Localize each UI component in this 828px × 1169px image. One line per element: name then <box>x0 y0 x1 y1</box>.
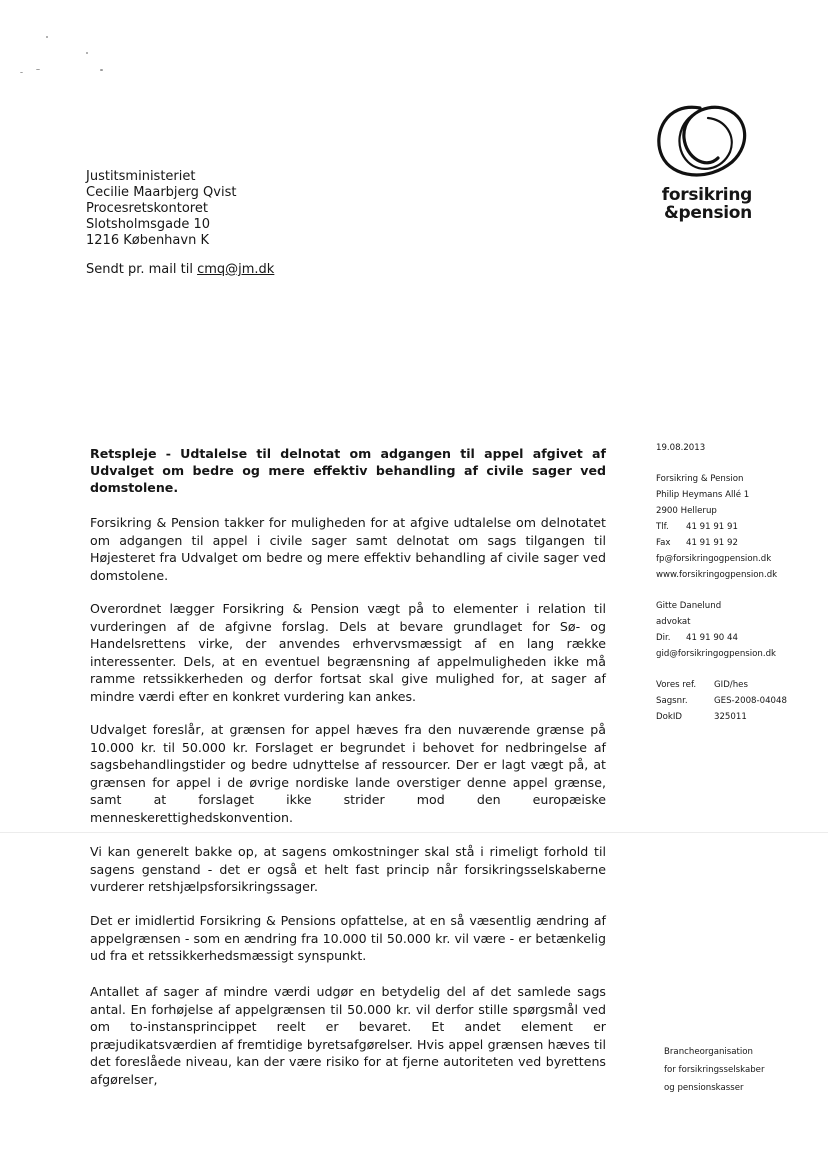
contact-name: Gitte Danelund <box>656 601 722 611</box>
address-line: Slotsholmsgade 10 <box>86 217 211 232</box>
sent-prefix: Sendt pr. mail til <box>86 262 198 277</box>
letter-paragraph: Det er imidlertid Forsikring & Pensions opfattelse, at en så væsentlig ændring af appelgrænsen - som en ændring fra 10.000 til 50.000 kr. vil være - er betænkelig ud fra et retssikkerhedsmæssigt synspunkt. <box>90 913 606 963</box>
org-name: Forsikring & Pension <box>656 474 744 484</box>
recipient-email-link[interactable]: cmq@jm.dk <box>197 262 275 277</box>
address-line: Justitsministeriet <box>86 169 196 184</box>
org-phone <box>656 519 816 535</box>
address-line: 1216 København K <box>86 233 209 248</box>
letter-subject: Retspleje - Udtalelse til delnotat om adgangen til appel afgivet af Udvalget om bedre og mere effektiv behandling af civile sager ved domstolene. <box>90 446 606 495</box>
recipient-address <box>86 169 236 249</box>
direct-phone-value: 41 91 90 44 <box>686 633 738 643</box>
document-id-label: DokID <box>656 712 683 722</box>
letter-paragraph: Udvalget foreslår, at grænsen for appel hæves fra den nuværende grænse på 10.000 kr. til 50.000 kr. Forslaget er begrundet i behovet for nedbringelse af sagsbehandlingstider og bedre udnyttelse af ressourcer. Der er lagt vægt på, at grænsen for appel i de øvrige nordiske lande overstiger denne appel grænse, samt at forslaget ikke strider mod den europæiske menneskerettighedskonvention. <box>90 722 606 825</box>
org-fax <box>656 535 816 551</box>
letter-paragraph: Antallet af sager af mindre værdi udgør en betydelig del af det samlede sags antal. En forhøjelse af appelgrænsen til 50.000 kr. vil derfor stille spørgsmål ved om to-instansprincippet reelt er bevaret. Et andet element er præjudikatsværdien af fremtidige byretsafgørelser. Hvis appel grænsen hæves til det foreslåede niveau, kan der være risiko for at fjerne autoriteten ved byrettens afgørelser, <box>90 984 606 1087</box>
scan-speck <box>36 69 40 70</box>
contact-direct-phone <box>656 630 816 646</box>
org-email[interactable]: fp@forsikringogpension.dk <box>656 554 772 564</box>
case-number-value: GES-2008-04048 <box>714 696 787 706</box>
org-street: Philip Heymans Allé 1 <box>656 490 750 500</box>
letter-date: 19.08.2013 <box>656 443 706 453</box>
sent-by-mail-line <box>86 262 274 277</box>
logo-text-line1: forsikring <box>661 185 752 205</box>
contact-email[interactable]: gid@forsikringogpension.dk <box>656 649 777 659</box>
org-website[interactable]: www.forsikringogpension.dk <box>656 570 778 580</box>
letter-paragraph: Forsikring & Pension takker for muligheden for at afgive udtalelse om delnotatet om adgangen til appel i civile sager samt delnotat om sags tilgangen til Højesteret fra Udvalget om bedre og mere effektiv behandling af civile sager ved domstolene. <box>90 515 606 583</box>
address-line: Cecilie Maarbjerg Qvist <box>86 185 237 200</box>
letter-paragraph: Overordnet lægger Forsikring & Pension vægt på to elementer i relation til vurderingen af de afgivne forslag. Dels at bevare grundlaget for Sø- og Handelsrettens virke, der anvendes erhvervsmæssigt af en lang række interessenter. Dels, at en eventuel begrænsning af appelmuligheden ikke må ramme retssikkerheden og derfor fortsat skal give mulighed for, at sager af mindre værdi efter en konkret vurdering kan ankes. <box>90 601 606 704</box>
address-line: Procesretskontoret <box>86 201 208 216</box>
fax-label: Fax <box>656 538 671 548</box>
contact-title: advokat <box>656 617 691 627</box>
company-logo <box>640 100 770 230</box>
footer-line: for forsikringsselskaber <box>664 1065 765 1075</box>
sender-info-sidebar <box>656 440 816 725</box>
case-number-row <box>656 693 816 709</box>
org-description-footer <box>664 1043 765 1097</box>
direct-phone-label: Dir. <box>656 633 671 643</box>
scan-speck <box>46 36 48 38</box>
letter-paragraph: Vi kan generelt bakke op, at sagens omkostninger skal stå i rimeligt forhold til sagens genstand - det er også et helt fast princip når forsikringsselskaberne vurderer retshjælpsforsikringssager. <box>90 844 606 894</box>
org-city: 2900 Hellerup <box>656 506 717 516</box>
footer-line: Brancheorganisation <box>664 1047 754 1057</box>
logo-text-line2: &pension <box>664 203 752 223</box>
scan-speck <box>20 72 23 73</box>
logo-mark-icon <box>648 100 758 190</box>
footer-line: og pensionskasser <box>664 1083 744 1093</box>
fax-value: 41 91 91 92 <box>686 538 738 548</box>
document-id-row <box>656 709 816 725</box>
document-id-value: 325011 <box>714 712 747 722</box>
phone-value: 41 91 91 91 <box>686 522 738 532</box>
scan-speck <box>100 69 103 71</box>
reference-label: Vores ref. <box>656 680 697 690</box>
phone-label: Tlf. <box>656 522 669 532</box>
case-number-label: Sagsnr. <box>656 696 688 706</box>
reference-value: GID/hes <box>714 680 748 690</box>
reference-row <box>656 677 816 693</box>
scan-speck <box>86 52 88 54</box>
scan-line <box>0 832 828 833</box>
